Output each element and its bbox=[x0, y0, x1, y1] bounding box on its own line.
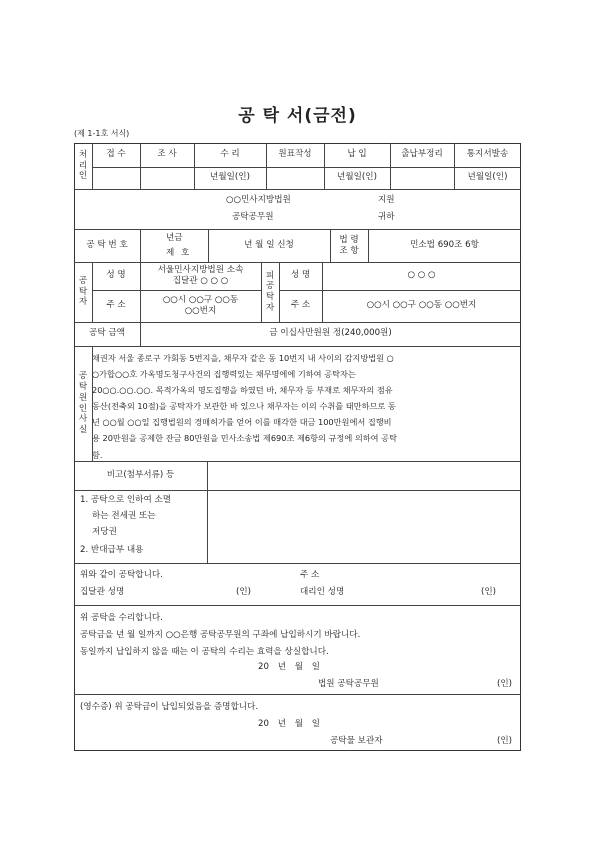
rule bbox=[74, 563, 521, 564]
receipt-custodian: 공탁물 보관자 bbox=[330, 736, 383, 746]
deposited-name: ○ ○ ○ bbox=[407, 270, 436, 281]
amount-label: 공탁 금액 bbox=[89, 328, 125, 339]
receipt-seal: (인) bbox=[497, 736, 513, 746]
cause-line: 채권자 서울 종로구 가회동 5번지을, 채무자 같은 동 10번지 내 사이의 감지방법원 ○ bbox=[92, 353, 394, 363]
matters-line2: 하는 전세권 또는 bbox=[92, 511, 156, 521]
cause-label: 공 탁 원 인 사 실 bbox=[78, 371, 88, 435]
matters-line1: 1. 공탁으로 인하여 소멸 bbox=[80, 495, 172, 505]
rule bbox=[140, 229, 141, 262]
rule bbox=[74, 189, 521, 190]
law-value: 민소법 690조 6항 bbox=[410, 239, 479, 250]
acceptance-line2: 공탁금을 년 월 일까지 ○○은행 공탁공무원의 구좌에 납입하시기 바랍니다. bbox=[80, 630, 361, 640]
header-receipt: 접 수 bbox=[106, 149, 126, 160]
document-title: 공 탁 서(금전) bbox=[238, 106, 357, 126]
header-payment: 납 입 bbox=[347, 149, 367, 160]
depositor-address-label: 주 소 bbox=[106, 300, 126, 311]
header-investigation: 조 사 bbox=[157, 149, 177, 160]
depositor-name-label: 성 명 bbox=[106, 270, 126, 281]
deposited-address-label: 주 소 bbox=[290, 300, 311, 311]
agent-seal: (인) bbox=[481, 587, 497, 597]
bailiff-name-label: 집달관 성명 bbox=[80, 587, 125, 597]
form-number: (제 1-1호 서식) bbox=[74, 129, 130, 138]
header-ledger: 원표작성 bbox=[278, 149, 312, 160]
depositor-address: ○○시 ○○구 ○○동 ○○번지 bbox=[162, 295, 239, 316]
cause-line: 20○○.○○.○○. 목적가옥의 명도집행을 하였던 바, 채무자 등 부재로 채무자의 점유 bbox=[92, 385, 393, 396]
receipt-date: 20 년 월 일 bbox=[258, 719, 321, 729]
court-name: ○○민사지방법원 bbox=[226, 195, 291, 205]
case-number: 제 호 bbox=[166, 248, 192, 258]
application-date: 년 월 일 신청 bbox=[244, 239, 294, 250]
bailiff-seal: (인) bbox=[236, 587, 252, 597]
remarks-label: 비고(첨부서류) 등 bbox=[106, 469, 175, 480]
cause-line: 동산(전축외 10점)을 공탁자가 보관한 바 있으나 채무자는 이의 수취를 태만하므로 동 bbox=[92, 401, 396, 412]
deposited-party-label: 피 공 탁 자 bbox=[265, 270, 275, 313]
acceptance-line3: 동일까지 납입하지 않을 때는 이 공탁의 수리는 효력을 상실합니다. bbox=[80, 647, 329, 657]
rule bbox=[74, 490, 521, 491]
header-acceptance: 수 리 bbox=[220, 149, 240, 160]
matters-line4: 2. 반대급부 내용 bbox=[80, 545, 144, 555]
receipt-line1: (영수증) 위 공탁금이 납입되었음을 증명합니다. bbox=[80, 702, 259, 712]
case-year: 년금 bbox=[166, 233, 183, 243]
processing-label: 처 리 인 bbox=[78, 149, 88, 182]
agent-name-label: 대리인 성명 bbox=[300, 587, 345, 597]
declaration-text: 위와 같이 공탁합니다. bbox=[80, 570, 163, 580]
court-addressee: 귀하 bbox=[378, 212, 395, 222]
rule bbox=[207, 461, 208, 563]
cause-line: 년 ○○월 ○○일 집행법원의 경매허가를 얻어 이를 매각한 대금 100만원에서 집행비 bbox=[92, 417, 392, 428]
deposited-name-label: 성 명 bbox=[290, 270, 311, 281]
matters-line3: 저당권 bbox=[92, 527, 117, 537]
cause-line: 용 20만원을 공제한 잔금 80만원을 민사소송법 제690조 제6항의 규정에 의하여 공탁 bbox=[92, 433, 397, 444]
court-branch: 지원 bbox=[378, 195, 395, 205]
header-cashbook: 출납부정리 bbox=[401, 149, 443, 160]
rule bbox=[74, 346, 521, 347]
rule bbox=[74, 694, 521, 695]
header-notice: 통지서발송 bbox=[466, 149, 509, 160]
case-number-label: 공 탁 번 호 bbox=[86, 239, 128, 250]
cause-text bbox=[92, 350, 513, 463]
cause-line: 함. bbox=[92, 449, 103, 460]
acceptance-date: 년월일(인) bbox=[210, 172, 250, 183]
court-official: 공탁공무원 bbox=[232, 212, 274, 222]
declaration-address-label: 주 소 bbox=[300, 570, 320, 580]
acceptance-line1: 위 공탁을 수리합니다. bbox=[80, 613, 163, 623]
notice-date: 년월일(인) bbox=[467, 172, 508, 183]
cause-line: ○가합○○호 가옥명도청구사건의 집행력있는 채무명에에 기하여 공탁자는 bbox=[92, 369, 356, 380]
payment-date: 년월일(인) bbox=[337, 172, 377, 183]
law-label: 법 령 조 항 bbox=[339, 234, 359, 256]
acceptance-official: 법원 공탁공무원 bbox=[318, 679, 379, 689]
deposited-address: ○○시 ○○구 ○○동 ○○번지 bbox=[366, 300, 477, 311]
rule bbox=[74, 605, 521, 606]
amount-value: 금 이십사만원원 정(240,000원) bbox=[269, 328, 392, 339]
depositor-name: 서울민사지방법원 소속 집달관 ○ ○ ○ bbox=[157, 265, 244, 286]
acceptance-date: 20 년 월 일 bbox=[258, 662, 321, 672]
depositor-label: 공 탁 자 bbox=[78, 275, 88, 308]
acceptance-seal: (인) bbox=[497, 679, 513, 689]
